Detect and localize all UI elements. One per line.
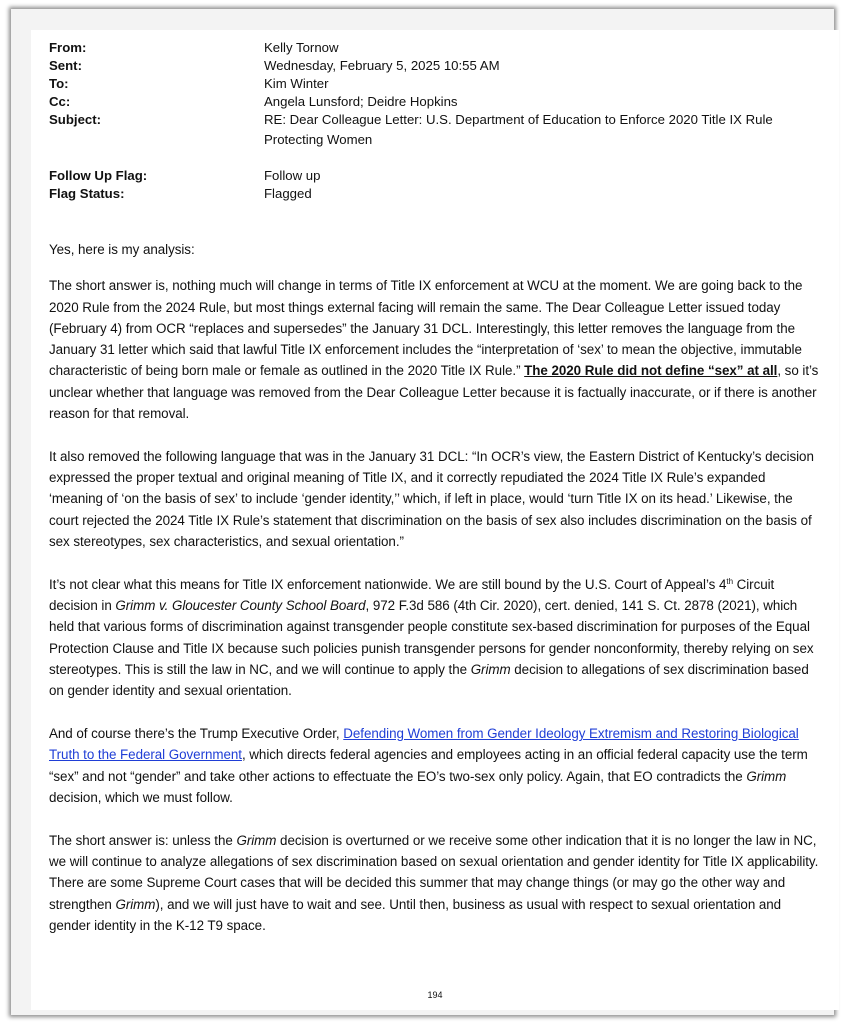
case-short-name: Grimm bbox=[115, 896, 156, 912]
subject-value: RE: Dear Colleague Letter: U.S. Department of Education to Enforce 2020 Title IX Rule Protecting Women bbox=[264, 112, 773, 147]
email-page bbox=[31, 30, 839, 1010]
document-frame bbox=[11, 9, 834, 1015]
paragraph-4-text-c: decision, which we must follow. bbox=[49, 790, 233, 806]
case-short-name: Grimm bbox=[746, 768, 787, 784]
paragraph-3-text-c: , 972 F.3d 586 (4th Cir. 2020), cert. denied, 141 S. Ct. 2878 (2021), which held that various forms of discrimination against transgender people constitute sex-based discrimination for purposes of the Equal Protection Clause and Title IX because such policies punish transgender persons for gender nonconformity, thereby relying on sex stereotypes. This is still the law in NC, and we will continue to apply the bbox=[49, 598, 814, 678]
paragraph-4-text-a: And of course there’s the Trump Executive Order, bbox=[49, 726, 344, 742]
intro-line: Yes, here is my analysis: bbox=[49, 242, 195, 257]
sent-label: Sent: bbox=[49, 58, 82, 73]
paragraph-3 bbox=[49, 574, 821, 702]
paragraph-4-text-b: , which directs federal agencies and employees acting in an official federal capacity use the term “sex” and not “gender” and take other actions to effectuate the EO’s two-sex only policy. Again, that EO contradicts the bbox=[49, 747, 808, 784]
paragraph-1-text-b: , so it’s unclear whether that language was removed from the Dear Colleague Letter because it is factually inaccurate, or if there is another reason for that removal. bbox=[49, 363, 819, 422]
subject-label: Subject: bbox=[49, 112, 102, 127]
flag-status-label: Flag Status: bbox=[49, 186, 125, 201]
follow-up-flag-label: Follow Up Flag: bbox=[49, 168, 148, 183]
case-short-name: Grimm bbox=[236, 832, 277, 848]
paragraph-3-text-a: It’s not clear what this means for Title IX enforcement nationwide. We are still bound by the U.S. Court of Appeal’s 4 bbox=[49, 576, 727, 592]
paragraph-5 bbox=[49, 830, 821, 936]
paragraph-5-text-b: decision is overturned or we receive some other indication that it is no longer the law in NC, we will continue to analyze allegations of sex discrimination based on sexual orientation and gender identity for Title IX applicability. There are some Supreme Court cases that will be decided this summer that may change things (or may go the other way and strengthen bbox=[49, 832, 819, 912]
page-number: 194 bbox=[427, 990, 443, 1000]
paragraph-3-text-d: decision to allegations of sex discrimination based on gender identity and sexual orientation. bbox=[49, 662, 809, 699]
paragraph-2: It also removed the following language that was in the January 31 DCL: “In OCR’s view, the Eastern District of Kentucky’s decision expressed the proper textual and original meaning of Title IX, and it correctly repudiated the 2024 Title IX Rule’s expanded ‘meaning of ‘on the basis of sex’ to include ‘gender identity,’’ which, if left in place, would ‘turn Title IX on its head.’ Likewise, the court rejected the 2024 Title IX Rule’s statement that discrimination on the basis of sex also includes discrimination on the basis of sex stereotypes, sex characteristics, and sexual orientation.” bbox=[49, 448, 814, 550]
flag-status-value: Flagged bbox=[264, 186, 312, 201]
executive-order-link[interactable]: Defending Women from Gender Ideology Extremism and Restoring Biological Truth to the Federal Government bbox=[49, 726, 799, 763]
emphasis-2020-rule: The 2020 Rule did not define “sex” at all bbox=[524, 363, 778, 379]
follow-up-flag-value: Follow up bbox=[264, 168, 321, 183]
case-name: Grimm v. Gloucester County School Board bbox=[115, 598, 366, 614]
to-label: To: bbox=[49, 76, 69, 91]
paragraph-3-text-b: Circuit decision in bbox=[49, 576, 775, 614]
ordinal-suffix: th bbox=[726, 576, 733, 586]
cc-label: Cc: bbox=[49, 94, 71, 109]
paragraph-4 bbox=[49, 723, 821, 808]
case-short-name: Grimm bbox=[470, 662, 511, 678]
sent-value: Wednesday, February 5, 2025 10:55 AM bbox=[264, 58, 500, 73]
to-value: Kim Winter bbox=[264, 76, 329, 91]
cc-value: Angela Lunsford; Deidre Hopkins bbox=[264, 94, 458, 109]
email-body bbox=[49, 239, 821, 958]
paragraph-5-text-a: The short answer is: unless the bbox=[49, 832, 237, 848]
from-value: Kelly Tornow bbox=[264, 40, 339, 55]
paragraph-5-text-c: ), and we will just have to wait and see. Until then, business as usual with respect to sexual orientation and gender identity in the K-12 T9 space. bbox=[49, 896, 782, 934]
from-label: From: bbox=[49, 40, 87, 55]
paragraph-1-text-a: The short answer is, nothing much will change in terms of Title IX enforcement at WCU at the moment. We are going back to the 2020 Rule from the 2024 Rule, but most things external facing will remain the same. The Dear Colleague Letter issued today (February 4) from OCR “replaces and supersedes” the January 31 DCL. Interestingly, this letter removes the language from the January 31 letter which said that lawful Title IX enforcement includes the “interpretation of ‘sex’ to mean the objective, immutable characteristic of being born male or female as outlined in the 2020 Title IX Rule.” bbox=[49, 278, 803, 379]
paragraph-1 bbox=[49, 275, 821, 424]
